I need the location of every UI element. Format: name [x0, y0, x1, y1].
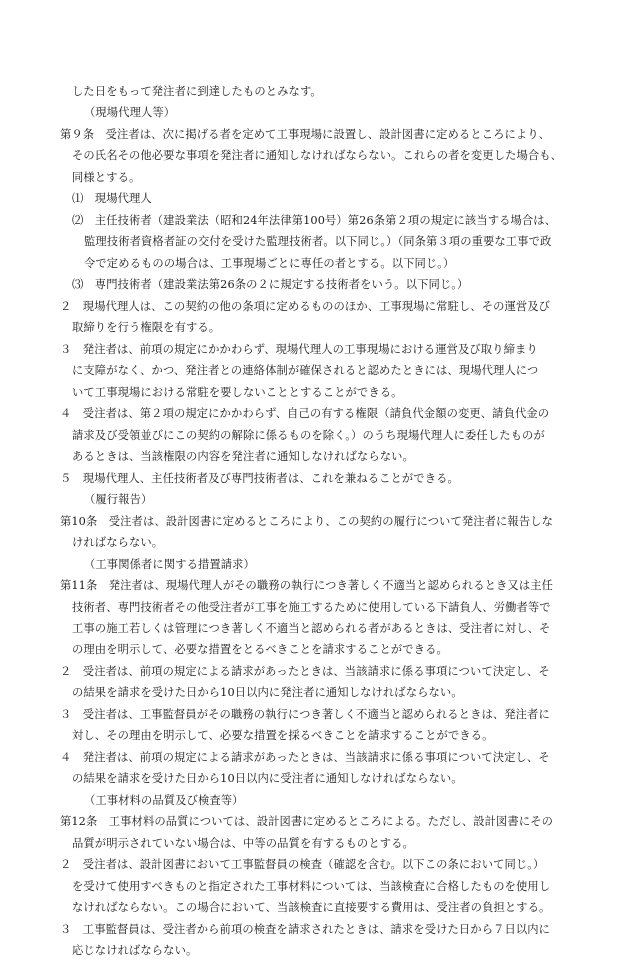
text-line: 技術者、専門技術者その他受注者が工事を施工するために使用している下請負人、労働者等で [72, 600, 551, 614]
text-line: ５ 現場代理人、主任技術者及び専門技術者は、これを兼ねることができる。 [60, 471, 459, 485]
text-line: ３ 工事監督員は、受注者から前項の検査を請求されたときは、請求を受けた日から７日以内に [60, 922, 551, 936]
text-line: 同様とする。 [72, 170, 141, 184]
text-line: の結果を請求を受けた日から10日以内に発注者に通知しなければならない。 [72, 686, 463, 700]
text-line: に支障がなく、かつ、発注者との連絡体制が確保されると認めたときには、現場代理人につ [72, 364, 539, 378]
text-line: あるときは、当該権限の内容を発注者に通知しなければならない。 [72, 450, 414, 464]
text-line: ４ 発注者は、前項の規定による請求があったときは、当該請求に係る事項について決定し、そ [60, 750, 550, 764]
text-line: 品質が明示されていない場合は、中等の品質を有するものとする。 [72, 836, 414, 850]
article-heading: （工事材料の品質及び検査等） [84, 793, 244, 807]
text-line: の理由を明示して、必要な措置をとるべきことを請求することができる。 [72, 643, 448, 657]
text-line: 令で定めるものの場合は、工事現場ごとに専任の者とする。以下同じ。） [84, 256, 455, 270]
article-heading: （工事関係者に関する措置請求） [84, 557, 255, 571]
text-line: ３ 受注者は、工事監督員がその職務の執行につき著しく不適当と認められるときは、発注者に [60, 707, 550, 721]
text-line: その氏名その他必要な事項を発注者に通知しなければならない。これらの者を変更した場合も、 [72, 149, 563, 163]
text-line: ⑵ 主任技術者（建設業法（昭和24年法律第100号）第26条第２項の規定に該当する場合は、 [72, 213, 557, 227]
text-line: ⑶ 専門技術者（建設業法第26条の２に規定する技術者をいう。以下同じ。） [72, 278, 469, 292]
text-line: 監理技術者資格者証の交付を受けた監理技術者。以下同じ。）（同条第３項の重要な工事で政 [84, 235, 552, 249]
text-line: ければならない。 [72, 536, 164, 550]
text-line: いて工事現場における常駐を要しないこととすることができる。 [72, 385, 403, 399]
text-line: ⑴ 現場代理人 [72, 192, 152, 206]
text-line: ２ 受注者は、前項の規定による請求があったときは、当該請求に係る事項について決定し、そ [60, 664, 550, 678]
text-line: ３ 発注者は、前項の規定にかかわらず、現場代理人の工事現場における運営及び取り締まり [60, 342, 538, 356]
text-line: を受けて使用すべきものと指定された工事材料については、当該検査に合格したものを使用し [72, 879, 551, 893]
text-line: なければならない。この場合において、当該検査に直接要する費用は、受注者の負担とする。 [72, 901, 551, 915]
text-line: ２ 現場代理人は、この契約の他の条項に定めるもののほか、工事現場に常駐し、その運営及び [60, 299, 551, 313]
text-line: 請求及び受領並びにこの契約の解除に係るものを除く。）のうち現場代理人に委任したものが [72, 428, 545, 442]
text-line: 第９条 受注者は、次に掲げる者を定めて工事現場に設置し、設計図書に定めるところにより、 [60, 127, 551, 141]
text-line: 対し、その理由を明示して、必要な措置を採るべきことを請求することができる。 [72, 729, 494, 743]
text-line: の結果を請求を受けた日から10日以内に受注者に通知しなければならない。 [72, 772, 463, 786]
text-line: 第12条 工事材料の品質については、設計図書に定めるところによる。ただし、設計図書にその [60, 815, 554, 829]
text-line: した日をもって発注者に到達したものとみなす。 [72, 85, 322, 98]
article-heading: （現場代理人等） [84, 106, 176, 120]
text-line: ４ 受注者は、第２項の規定にかかわらず、自己の有する権限（請負代金額の変更、請負代金の [60, 407, 550, 421]
text-line: 第11条 発注者は、現場代理人がその職務の執行につき著しく不適当と認められるとき又は主任 [60, 579, 554, 593]
text-line: 工事の施工若しくは管理につき著しく不適当と認められる者があるときは、受注者に対し、そ [72, 622, 551, 635]
text-line: 第10条 受注者は、設計図書に定めるところにより、この契約の履行について発注者に報告しな [60, 514, 554, 528]
text-line: 取締りを行う権限を有する。 [72, 321, 221, 335]
article-heading: （履行報告） [84, 493, 153, 507]
text-line: ２ 受注者は、設計図書において工事監督員の検査（確認を含む。以下この条において同じ。） [60, 858, 545, 872]
text-line: 応じなければならない。 [72, 944, 198, 958]
